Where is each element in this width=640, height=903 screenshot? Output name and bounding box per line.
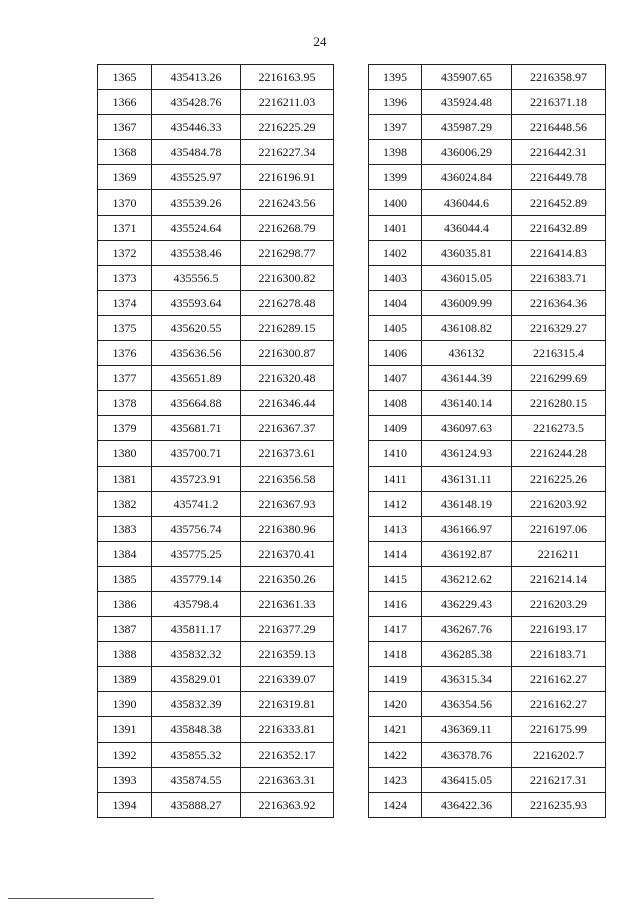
y-coordinate-cell: 2216364.36 xyxy=(512,290,606,315)
point-number-cell: 1406 xyxy=(369,341,422,366)
table-row xyxy=(369,742,606,767)
table-row xyxy=(98,115,334,140)
table-row xyxy=(98,541,334,566)
y-coordinate-cell: 2216367.93 xyxy=(241,491,334,516)
x-coordinate-cell: 436354.56 xyxy=(422,692,512,717)
y-coordinate-cell: 2216373.61 xyxy=(241,441,334,466)
point-number-cell: 1373 xyxy=(98,265,152,290)
x-coordinate-cell: 436024.84 xyxy=(422,165,512,190)
table-row xyxy=(369,717,606,742)
point-number-cell: 1381 xyxy=(98,466,152,491)
x-coordinate-cell: 435723.91 xyxy=(152,466,241,491)
x-coordinate-cell: 435888.27 xyxy=(152,792,241,817)
point-number-cell: 1402 xyxy=(369,240,422,265)
x-coordinate-cell: 436044.6 xyxy=(422,190,512,215)
footnote-divider xyxy=(8,898,154,899)
y-coordinate-cell: 2216211.03 xyxy=(241,90,334,115)
y-coordinate-cell: 2216196.91 xyxy=(241,165,334,190)
table-row xyxy=(98,391,334,416)
x-coordinate-cell: 435811.17 xyxy=(152,617,241,642)
x-coordinate-cell: 436229.43 xyxy=(422,591,512,616)
table-row xyxy=(369,541,606,566)
y-coordinate-cell: 2216363.92 xyxy=(241,792,334,817)
x-coordinate-cell: 435681.71 xyxy=(152,416,241,441)
y-coordinate-cell: 2216203.29 xyxy=(512,591,606,616)
table-row xyxy=(369,215,606,240)
x-coordinate-cell: 435651.89 xyxy=(152,366,241,391)
y-coordinate-cell: 2216358.97 xyxy=(512,65,606,90)
x-coordinate-cell: 435987.29 xyxy=(422,115,512,140)
point-number-cell: 1412 xyxy=(369,491,422,516)
y-coordinate-cell: 2216298.77 xyxy=(241,240,334,265)
coordinates-table-right xyxy=(368,64,606,818)
x-coordinate-cell: 436132 xyxy=(422,341,512,366)
x-coordinate-cell: 435907.65 xyxy=(422,65,512,90)
point-number-cell: 1408 xyxy=(369,391,422,416)
x-coordinate-cell: 435620.55 xyxy=(152,315,241,340)
table-row xyxy=(369,315,606,340)
table-row xyxy=(369,617,606,642)
y-coordinate-cell: 2216380.96 xyxy=(241,516,334,541)
table-row xyxy=(369,115,606,140)
point-number-cell: 1372 xyxy=(98,240,152,265)
x-coordinate-cell: 436422.36 xyxy=(422,792,512,817)
y-coordinate-cell: 2216163.95 xyxy=(241,65,334,90)
point-number-cell: 1382 xyxy=(98,491,152,516)
y-coordinate-cell: 2216235.93 xyxy=(512,792,606,817)
x-coordinate-cell: 435829.01 xyxy=(152,667,241,692)
table-row xyxy=(98,642,334,667)
table-row xyxy=(369,65,606,90)
y-coordinate-cell: 2216227.34 xyxy=(241,140,334,165)
x-coordinate-cell: 435874.55 xyxy=(152,767,241,792)
y-coordinate-cell: 2216361.33 xyxy=(241,591,334,616)
y-coordinate-cell: 2216442.31 xyxy=(512,140,606,165)
x-coordinate-cell: 436144.39 xyxy=(422,366,512,391)
point-number-cell: 1394 xyxy=(98,792,152,817)
point-number-cell: 1414 xyxy=(369,541,422,566)
table-row xyxy=(369,391,606,416)
y-coordinate-cell: 2216217.31 xyxy=(512,767,606,792)
y-coordinate-cell: 2216193.17 xyxy=(512,617,606,642)
x-coordinate-cell: 436415.05 xyxy=(422,767,512,792)
point-number-cell: 1378 xyxy=(98,391,152,416)
point-number-cell: 1385 xyxy=(98,566,152,591)
y-coordinate-cell: 2216448.56 xyxy=(512,115,606,140)
y-coordinate-cell: 2216289.15 xyxy=(241,315,334,340)
point-number-cell: 1388 xyxy=(98,642,152,667)
point-number-cell: 1387 xyxy=(98,617,152,642)
point-number-cell: 1369 xyxy=(98,165,152,190)
table-row xyxy=(98,416,334,441)
table-row xyxy=(98,742,334,767)
point-number-cell: 1367 xyxy=(98,115,152,140)
x-coordinate-cell: 435855.32 xyxy=(152,742,241,767)
table-row xyxy=(98,516,334,541)
y-coordinate-cell: 2216300.87 xyxy=(241,341,334,366)
point-number-cell: 1386 xyxy=(98,591,152,616)
point-number-cell: 1411 xyxy=(369,466,422,491)
table-row xyxy=(369,190,606,215)
table-row xyxy=(98,140,334,165)
y-coordinate-cell: 2216346.44 xyxy=(241,391,334,416)
y-coordinate-cell: 2216273.5 xyxy=(512,416,606,441)
point-number-cell: 1400 xyxy=(369,190,422,215)
point-number-cell: 1423 xyxy=(369,767,422,792)
x-coordinate-cell: 435636.56 xyxy=(152,341,241,366)
point-number-cell: 1365 xyxy=(98,65,152,90)
point-number-cell: 1398 xyxy=(369,140,422,165)
x-coordinate-cell: 436006.29 xyxy=(422,140,512,165)
x-coordinate-cell: 435484.78 xyxy=(152,140,241,165)
point-number-cell: 1420 xyxy=(369,692,422,717)
point-number-cell: 1391 xyxy=(98,717,152,742)
point-number-cell: 1421 xyxy=(369,717,422,742)
y-coordinate-cell: 2216452.89 xyxy=(512,190,606,215)
y-coordinate-cell: 2216280.15 xyxy=(512,391,606,416)
table-row xyxy=(98,717,334,742)
x-coordinate-cell: 435924.48 xyxy=(422,90,512,115)
table-row xyxy=(369,591,606,616)
x-coordinate-cell: 435832.32 xyxy=(152,642,241,667)
point-number-cell: 1374 xyxy=(98,290,152,315)
coordinates-table-left xyxy=(97,64,334,818)
point-number-cell: 1389 xyxy=(98,667,152,692)
table-row xyxy=(98,240,334,265)
table-row xyxy=(98,491,334,516)
x-coordinate-cell: 435446.33 xyxy=(152,115,241,140)
y-coordinate-cell: 2216449.78 xyxy=(512,165,606,190)
x-coordinate-cell: 436148.19 xyxy=(422,491,512,516)
point-number-cell: 1407 xyxy=(369,366,422,391)
x-coordinate-cell: 435848.38 xyxy=(152,717,241,742)
x-coordinate-cell: 435525.97 xyxy=(152,165,241,190)
y-coordinate-cell: 2216278.48 xyxy=(241,290,334,315)
table-row xyxy=(98,617,334,642)
table-row xyxy=(98,165,334,190)
point-number-cell: 1392 xyxy=(98,742,152,767)
y-coordinate-cell: 2216315.4 xyxy=(512,341,606,366)
point-number-cell: 1380 xyxy=(98,441,152,466)
x-coordinate-cell: 435413.26 xyxy=(152,65,241,90)
point-number-cell: 1401 xyxy=(369,215,422,240)
table-row xyxy=(369,667,606,692)
table-row xyxy=(98,215,334,240)
y-coordinate-cell: 2216414.83 xyxy=(512,240,606,265)
y-coordinate-cell: 2216329.27 xyxy=(512,315,606,340)
table-row xyxy=(98,667,334,692)
point-number-cell: 1422 xyxy=(369,742,422,767)
table-row xyxy=(98,466,334,491)
y-coordinate-cell: 2216162.27 xyxy=(512,692,606,717)
point-number-cell: 1368 xyxy=(98,140,152,165)
point-number-cell: 1395 xyxy=(369,65,422,90)
y-coordinate-cell: 2216211 xyxy=(512,541,606,566)
table-row xyxy=(369,516,606,541)
point-number-cell: 1390 xyxy=(98,692,152,717)
point-number-cell: 1403 xyxy=(369,265,422,290)
y-coordinate-cell: 2216299.69 xyxy=(512,366,606,391)
table-row xyxy=(98,341,334,366)
x-coordinate-cell: 436140.14 xyxy=(422,391,512,416)
table-row xyxy=(98,265,334,290)
point-number-cell: 1416 xyxy=(369,591,422,616)
table-row xyxy=(98,290,334,315)
point-number-cell: 1384 xyxy=(98,541,152,566)
point-number-cell: 1413 xyxy=(369,516,422,541)
table-row xyxy=(369,140,606,165)
y-coordinate-cell: 2216244.28 xyxy=(512,441,606,466)
y-coordinate-cell: 2216300.82 xyxy=(241,265,334,290)
x-coordinate-cell: 435832.39 xyxy=(152,692,241,717)
y-coordinate-cell: 2216268.79 xyxy=(241,215,334,240)
y-coordinate-cell: 2216359.13 xyxy=(241,642,334,667)
y-coordinate-cell: 2216225.26 xyxy=(512,466,606,491)
table-row xyxy=(98,591,334,616)
point-number-cell: 1404 xyxy=(369,290,422,315)
x-coordinate-cell: 436009.99 xyxy=(422,290,512,315)
point-number-cell: 1399 xyxy=(369,165,422,190)
x-coordinate-cell: 435539.26 xyxy=(152,190,241,215)
point-number-cell: 1424 xyxy=(369,792,422,817)
x-coordinate-cell: 435798.4 xyxy=(152,591,241,616)
table-row xyxy=(98,692,334,717)
table-row xyxy=(98,441,334,466)
point-number-cell: 1371 xyxy=(98,215,152,240)
table-row xyxy=(98,315,334,340)
y-coordinate-cell: 2216183.71 xyxy=(512,642,606,667)
point-number-cell: 1397 xyxy=(369,115,422,140)
table-row xyxy=(369,416,606,441)
table-row xyxy=(98,190,334,215)
x-coordinate-cell: 436108.82 xyxy=(422,315,512,340)
table-row xyxy=(369,290,606,315)
point-number-cell: 1370 xyxy=(98,190,152,215)
x-coordinate-cell: 436267.76 xyxy=(422,617,512,642)
y-coordinate-cell: 2216367.37 xyxy=(241,416,334,441)
x-coordinate-cell: 435741.2 xyxy=(152,491,241,516)
y-coordinate-cell: 2216203.92 xyxy=(512,491,606,516)
point-number-cell: 1366 xyxy=(98,90,152,115)
y-coordinate-cell: 2216197.06 xyxy=(512,516,606,541)
table-row xyxy=(98,792,334,817)
y-coordinate-cell: 2216320.48 xyxy=(241,366,334,391)
table-row xyxy=(369,341,606,366)
point-number-cell: 1418 xyxy=(369,642,422,667)
x-coordinate-cell: 436097.63 xyxy=(422,416,512,441)
table-row xyxy=(369,265,606,290)
point-number-cell: 1405 xyxy=(369,315,422,340)
point-number-cell: 1410 xyxy=(369,441,422,466)
x-coordinate-cell: 436315.34 xyxy=(422,667,512,692)
table-row xyxy=(369,491,606,516)
x-coordinate-cell: 436369.11 xyxy=(422,717,512,742)
y-coordinate-cell: 2216350.26 xyxy=(241,566,334,591)
x-coordinate-cell: 435524.64 xyxy=(152,215,241,240)
x-coordinate-cell: 436015.05 xyxy=(422,265,512,290)
x-coordinate-cell: 435428.76 xyxy=(152,90,241,115)
x-coordinate-cell: 435756.74 xyxy=(152,516,241,541)
x-coordinate-cell: 436124.93 xyxy=(422,441,512,466)
y-coordinate-cell: 2216162.27 xyxy=(512,667,606,692)
table-row xyxy=(369,466,606,491)
table-row xyxy=(369,441,606,466)
y-coordinate-cell: 2216383.71 xyxy=(512,265,606,290)
x-coordinate-cell: 436212.62 xyxy=(422,566,512,591)
x-coordinate-cell: 436044.4 xyxy=(422,215,512,240)
point-number-cell: 1409 xyxy=(369,416,422,441)
y-coordinate-cell: 2216356.58 xyxy=(241,466,334,491)
y-coordinate-cell: 2216352.17 xyxy=(241,742,334,767)
x-coordinate-cell: 435700.71 xyxy=(152,441,241,466)
x-coordinate-cell: 436192.87 xyxy=(422,541,512,566)
point-number-cell: 1383 xyxy=(98,516,152,541)
x-coordinate-cell: 435593.64 xyxy=(152,290,241,315)
table-row xyxy=(369,566,606,591)
x-coordinate-cell: 436378.76 xyxy=(422,742,512,767)
y-coordinate-cell: 2216175.99 xyxy=(512,717,606,742)
point-number-cell: 1376 xyxy=(98,341,152,366)
table-row xyxy=(369,366,606,391)
table-row xyxy=(369,165,606,190)
table-row xyxy=(98,90,334,115)
table-row xyxy=(98,366,334,391)
x-coordinate-cell: 436166.97 xyxy=(422,516,512,541)
y-coordinate-cell: 2216371.18 xyxy=(512,90,606,115)
page-number: 24 xyxy=(313,34,327,49)
point-number-cell: 1419 xyxy=(369,667,422,692)
y-coordinate-cell: 2216214.14 xyxy=(512,566,606,591)
x-coordinate-cell: 436285.38 xyxy=(422,642,512,667)
point-number-cell: 1379 xyxy=(98,416,152,441)
y-coordinate-cell: 2216333.81 xyxy=(241,717,334,742)
y-coordinate-cell: 2216363.31 xyxy=(241,767,334,792)
table-row xyxy=(369,240,606,265)
table-row xyxy=(369,792,606,817)
table-row xyxy=(369,767,606,792)
y-coordinate-cell: 2216370.41 xyxy=(241,541,334,566)
point-number-cell: 1375 xyxy=(98,315,152,340)
y-coordinate-cell: 2216377.29 xyxy=(241,617,334,642)
point-number-cell: 1396 xyxy=(369,90,422,115)
table-row xyxy=(369,642,606,667)
x-coordinate-cell: 436131.11 xyxy=(422,466,512,491)
table-row xyxy=(98,65,334,90)
y-coordinate-cell: 2216339.07 xyxy=(241,667,334,692)
table-row xyxy=(98,566,334,591)
x-coordinate-cell: 435538.46 xyxy=(152,240,241,265)
table-row xyxy=(369,90,606,115)
x-coordinate-cell: 435775.25 xyxy=(152,541,241,566)
y-coordinate-cell: 2216225.29 xyxy=(241,115,334,140)
table-row xyxy=(98,767,334,792)
point-number-cell: 1377 xyxy=(98,366,152,391)
y-coordinate-cell: 2216243.56 xyxy=(241,190,334,215)
x-coordinate-cell: 435556.5 xyxy=(152,265,241,290)
y-coordinate-cell: 2216432.89 xyxy=(512,215,606,240)
y-coordinate-cell: 2216202.7 xyxy=(512,742,606,767)
table-row xyxy=(369,692,606,717)
x-coordinate-cell: 435779.14 xyxy=(152,566,241,591)
x-coordinate-cell: 436035.81 xyxy=(422,240,512,265)
point-number-cell: 1415 xyxy=(369,566,422,591)
point-number-cell: 1393 xyxy=(98,767,152,792)
y-coordinate-cell: 2216319.81 xyxy=(241,692,334,717)
point-number-cell: 1417 xyxy=(369,617,422,642)
x-coordinate-cell: 435664.88 xyxy=(152,391,241,416)
